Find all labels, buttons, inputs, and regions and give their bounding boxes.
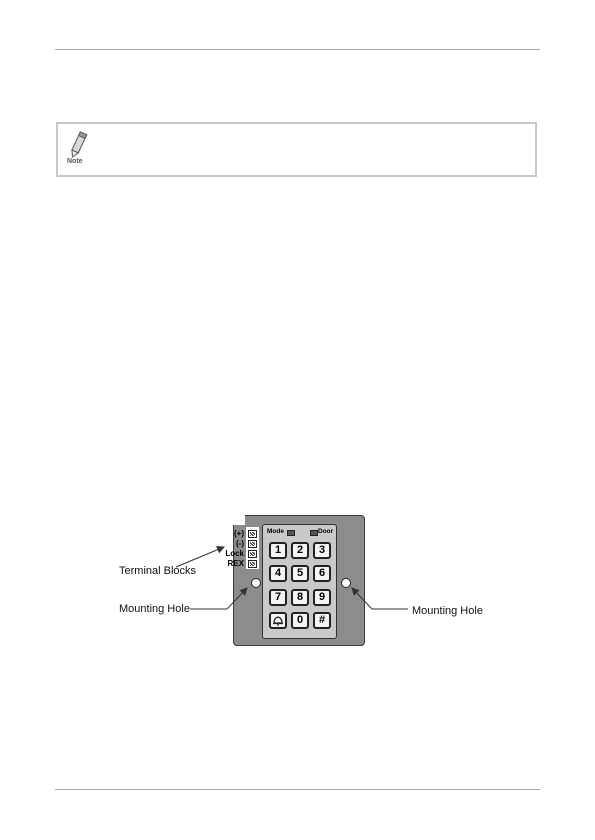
terminal-label: (-) [236, 539, 244, 548]
key-7: 7 [269, 589, 287, 606]
key-1: 1 [269, 542, 287, 559]
terminal-label: REX [227, 559, 244, 568]
terminal-blocks-leader [176, 547, 224, 567]
mounting-hole-left-callout: Mounting Hole [119, 603, 190, 615]
key-8: 8 [291, 589, 309, 606]
key-2: 2 [291, 542, 309, 559]
footer-rule [55, 789, 540, 790]
key-hash: # [313, 612, 331, 629]
mounting-hole-right-callout: Mounting Hole [412, 605, 483, 617]
key-4: 4 [269, 565, 287, 582]
terminal-label: (+) [234, 529, 244, 538]
mode-label: Mode [267, 528, 284, 535]
mounting-hole-right-leader [352, 588, 408, 609]
key-3: 3 [313, 542, 331, 559]
key-9: 9 [313, 589, 331, 606]
key-0: 0 [291, 612, 309, 629]
terminal-label: Lock [225, 549, 244, 558]
key-6: 6 [313, 565, 331, 582]
key-5: 5 [291, 565, 309, 582]
mounting-hole-left-leader [190, 588, 247, 609]
note-label: Note [67, 158, 83, 165]
door-label: Door [318, 528, 334, 535]
terminal-blocks-callout: Terminal Blocks [119, 565, 197, 577]
